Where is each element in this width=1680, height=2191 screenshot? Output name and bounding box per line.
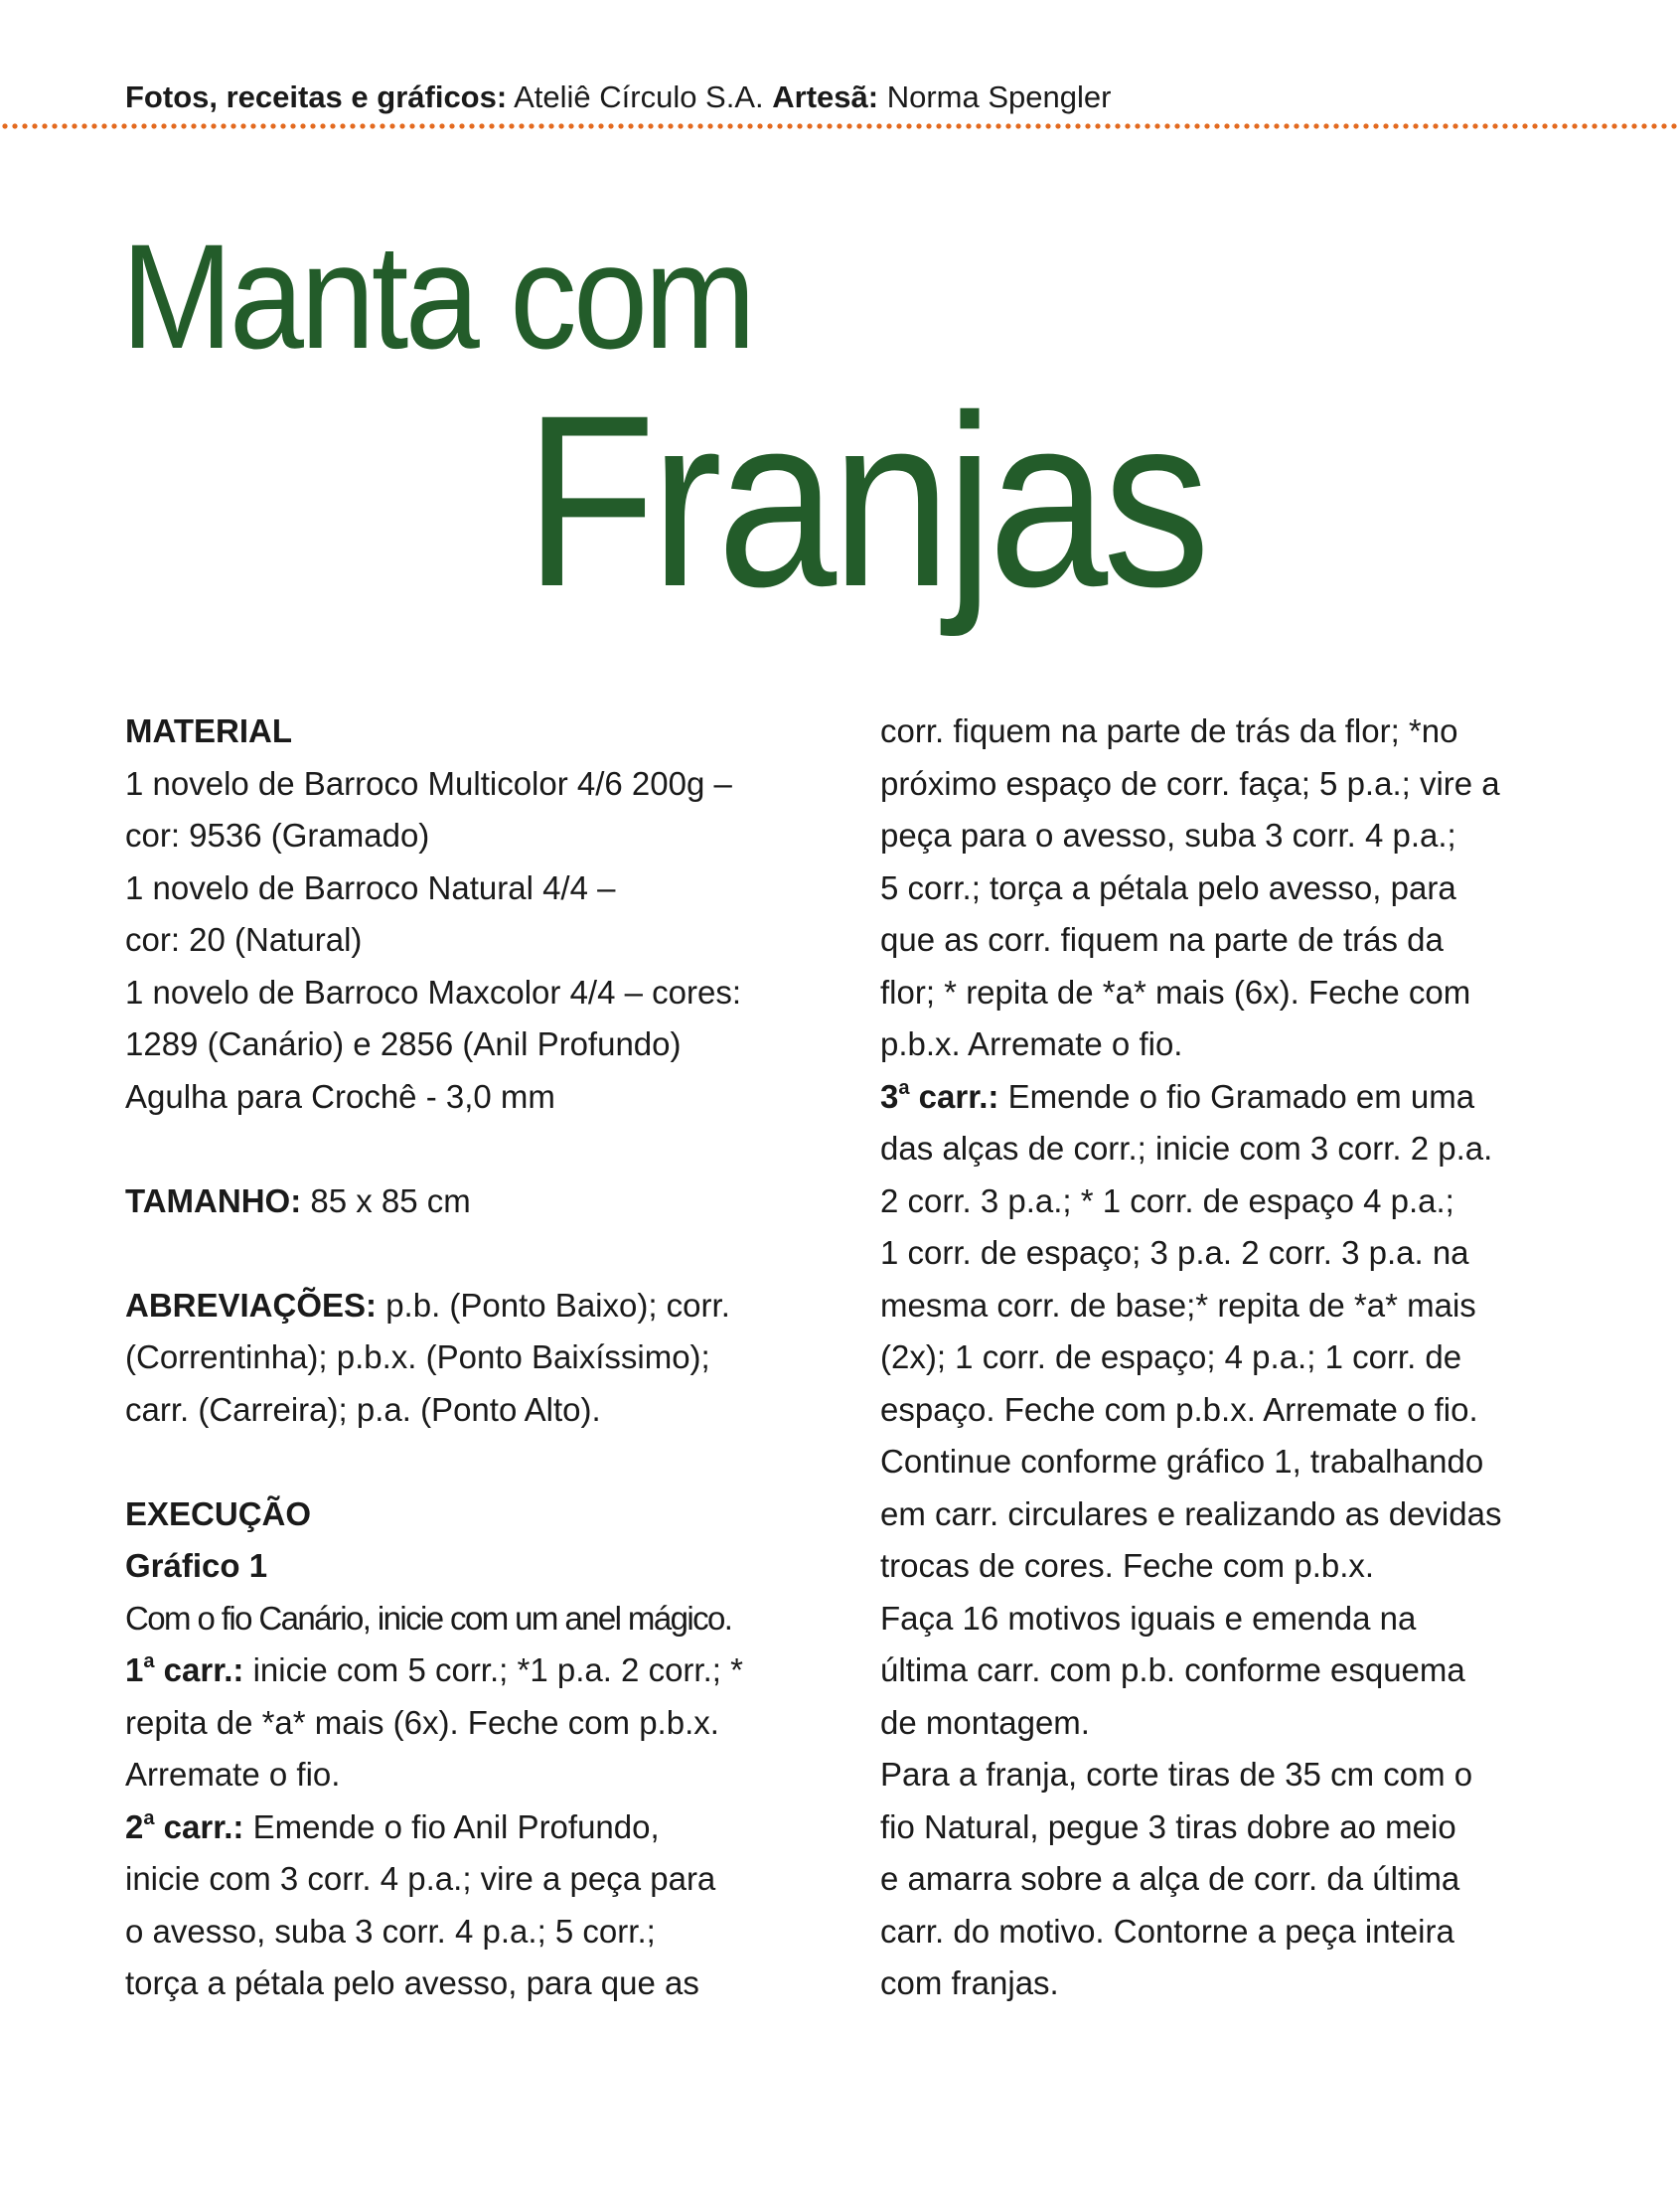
round3-line: mesma corr. de base;* repita de *a* mais [880,1286,1476,1324]
round3-line: Para a franja, corte tiras de 35 cm com o [880,1756,1473,1793]
round1-label: 1$^a$ carr.: [125,1650,244,1688]
size-value: 85 x 85 cm [310,1181,471,1219]
round3-line: última carr. com p.b. conforme esquema [880,1651,1465,1688]
credits-artisan-value: Norma Spengler [886,79,1112,114]
material-line: 1289 (Canário) e 2856 (Anil Profundo) [125,1025,682,1062]
round2-line: inicie com 3 corr. 4 p.a.; vire a peça para [125,1860,716,1897]
round1-line: repita de *a* mais (6x). Feche com p.b.x. [125,1703,719,1741]
round2-line: que as corr. fiquem na parte de trás da [880,921,1444,958]
round1-line: Arremate o fio. [125,1756,341,1793]
round2-line [125,1801,811,1854]
round2-label: 2$^a$ carr.: [125,1806,244,1845]
execution-heading: EXECUÇÃO [125,1494,312,1532]
page-title-line2: Franjas [525,365,1205,638]
credits-artisan-label: Artesã: [772,79,879,114]
round3-line: e amarra sobre a alça de corr. da última [880,1860,1460,1897]
material-heading: MATERIAL [125,712,293,749]
material-line: cor: 9536 (Gramado) [125,817,430,854]
round2-line: 5 corr.; torça a pétala pelo avesso, para [880,868,1456,906]
round2-line: p.b.x. Arremate o fio. [880,1025,1183,1062]
size-line [125,1175,811,1228]
page-title-line1: Manta com [121,213,753,380]
round3-line: com franjas. [880,1964,1059,2001]
round3-line: fio Natural, pegue 3 tiras dobre ao meio [880,1807,1456,1845]
round3-label: 3$^a$ carr.: [880,1076,999,1115]
material-line: cor: 20 (Natural) [125,921,363,958]
abbreviations-line: carr. (Carreira); p.a. (Ponto Alto). [125,1390,601,1428]
round2-line: flor; * repita de *a* mais (6x). Feche com [880,973,1471,1011]
material-line: 1 novelo de Barroco Maxcolor 4/4 – cores: [125,973,741,1011]
round3-line: das alças de corr.; inicie com 3 corr. 2 p.a. [880,1130,1493,1167]
abbreviations-label: ABREVIAÇÕES: [125,1286,378,1324]
round3-line: de montagem. [880,1703,1090,1741]
round2-line: corr. fiquem na parte de trás da flor; *no [880,712,1458,749]
right-column [880,705,1566,2010]
round2-line: o avesso, suba 3 corr. 4 p.a.; 5 corr.; [125,1912,656,1950]
round2-line: peça para o avesso, suba 3 corr. 4 p.a.; [880,817,1456,854]
round1-text: inicie com 5 corr.; *1 p.a. 2 corr.; * [252,1651,743,1688]
left-column [125,705,811,2010]
credits-photos-label: Fotos, receitas e gráficos: [125,79,508,114]
abbreviations-line [125,1280,811,1332]
round3-text: Emende o fio Gramado em uma [1007,1077,1475,1115]
round3-line: Continue conforme gráfico 1, trabalhando [880,1443,1484,1480]
material-line: 1 novelo de Barroco Natural 4/4 – [125,868,616,906]
round3-line: (2x); 1 corr. de espaço; 4 p.a.; 1 corr. de [880,1338,1462,1375]
round3-line: 2 corr. 3 p.a.; * 1 corr. de espaço 4 p.a.; [880,1181,1454,1219]
abbreviations-line: (Correntinha); p.b.x. (Ponto Baixíssimo); [125,1338,710,1375]
round1-line [125,1644,811,1697]
material-line: 1 novelo de Barroco Multicolor 4/6 200g – [125,764,732,802]
credits-line [125,78,1111,117]
size-label: TAMANHO: [125,1181,302,1219]
execution-intro: Com o fio Canário, inicie com um anel mágico. [125,1599,732,1637]
abbreviations-text: p.b. (Ponto Baixo); corr. [385,1286,730,1324]
round3-line: em carr. circulares e realizando as devidas [880,1494,1502,1532]
round3-line: 1 corr. de espaço; 3 p.a. 2 corr. 3 p.a. na [880,1234,1469,1271]
credits-photos-value: Ateliê Círculo S.A. [514,79,764,114]
round2-line: próximo espaço de corr. faça; 5 p.a.; vire a [880,764,1500,802]
material-line: Agulha para Crochê - 3,0 mm [125,1077,555,1115]
round3-line: espaço. Feche com p.b.x. Arremate o fio. [880,1390,1478,1428]
dotted-divider [0,123,1680,129]
round2-line: torça a pétala pelo avesso, para que as [125,1964,699,2001]
round3-line: carr. do motivo. Contorne a peça inteira [880,1912,1454,1950]
round3-line: Faça 16 motivos iguais e emenda na [880,1599,1417,1637]
round3-line [880,1071,1566,1124]
chart-subheading: Gráfico 1 [125,1547,268,1584]
round3-line: trocas de cores. Feche com p.b.x. [880,1547,1375,1584]
round2-text: Emende o fio Anil Profundo, [252,1807,660,1845]
